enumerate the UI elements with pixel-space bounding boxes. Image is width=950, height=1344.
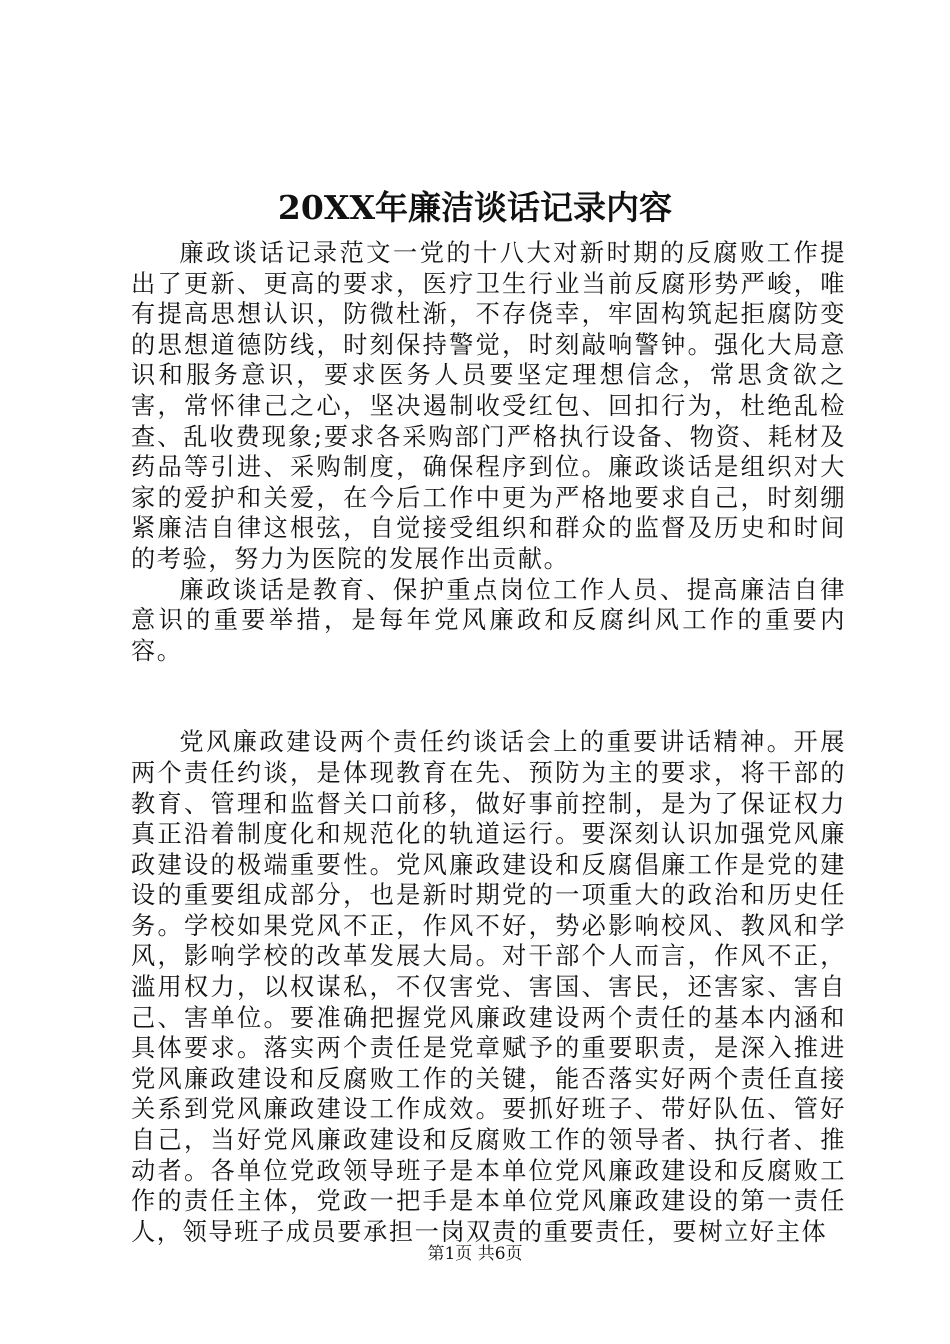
document-body [131, 238, 846, 1247]
page-number-footer: 第1页 共6页 [427, 1244, 523, 1264]
document-title: 20XX年廉洁谈话记录内容 [277, 188, 673, 227]
paragraph-spacer [131, 666, 846, 727]
paragraph-3: 党风廉政建设两个责任约谈话会上的重要讲话精神。开展两个责任约谈，是体现教育在先、预防为主的要求，将干部的教育、管理和监督关口前移，做好事前控制，是为了保证权力真正沿着制度化和规范化的轨道运行。要深刻认识加强党风廉政建设的极端重要性。党风廉政建设和反腐倡廉工作是党的建设的重要组成部分，也是新时期党的一项重大的政治和历史任务。学校如果党风不正，作风不好，势必影响校风、教风和学风，影响学校的改革发展大局。对干部个人而言，作风不正，滥用权力，以权谋私，不仅害党、害国、害民，还害家、害自己、害单位。要准确把握党风廉政建设两个责任的基本内涵和具体要求。落实两个责任是党章赋予的重要职责，是深入推进党风廉政建设和反腐败工作的关键，能否落实好两个责任直接关系到党风廉政建设工作成效。要抓好班子、带好队伍、管好自己，当好党风廉政建设和反腐败工作的领导者、执行者、推动者。各单位党政领导班子是本单位党风廉政建设和反腐败工作的责任主体，党政一把手是本单位党风廉政建设的第一责任人，领导班子成员要承担一岗双责的重要责任，要树立好主体 [131, 728, 846, 1246]
paragraph-1: 廉政谈话记录范文一党的十八大对新时期的反腐败工作提出了更新、更高的要求，医疗卫生行业当前反腐形势严峻，唯有提高思想认识，防微杜渐，不存侥幸，牢固构筑起拒腐防变的思想道德防线，时刻保持警觉，时刻敲响警钟。强化大局意识和服务意识，要求医务人员要坚定理想信念，常思贪欲之害，常怀律己之心，坚决遏制收受红包、回扣行为，杜绝乱检查、乱收费现象;要求各采购部门严格执行设备、物资、耗材及药品等引进、采购制度，确保程序到位。廉政谈话是组织对大家的爱护和关爱，在今后工作中更为严格地要求自己，时刻绷紧廉洁自律这根弦，自觉接受组织和群众的监督及历史和时间的考验，努力为医院的发展作出贡献。 [131, 239, 846, 573]
paragraph-2: 廉政谈话是教育、保护重点岗位工作人员、提高廉洁自律意识的重要举措，是每年党风廉政和反腐纠风工作的重要内容。 [131, 575, 846, 665]
